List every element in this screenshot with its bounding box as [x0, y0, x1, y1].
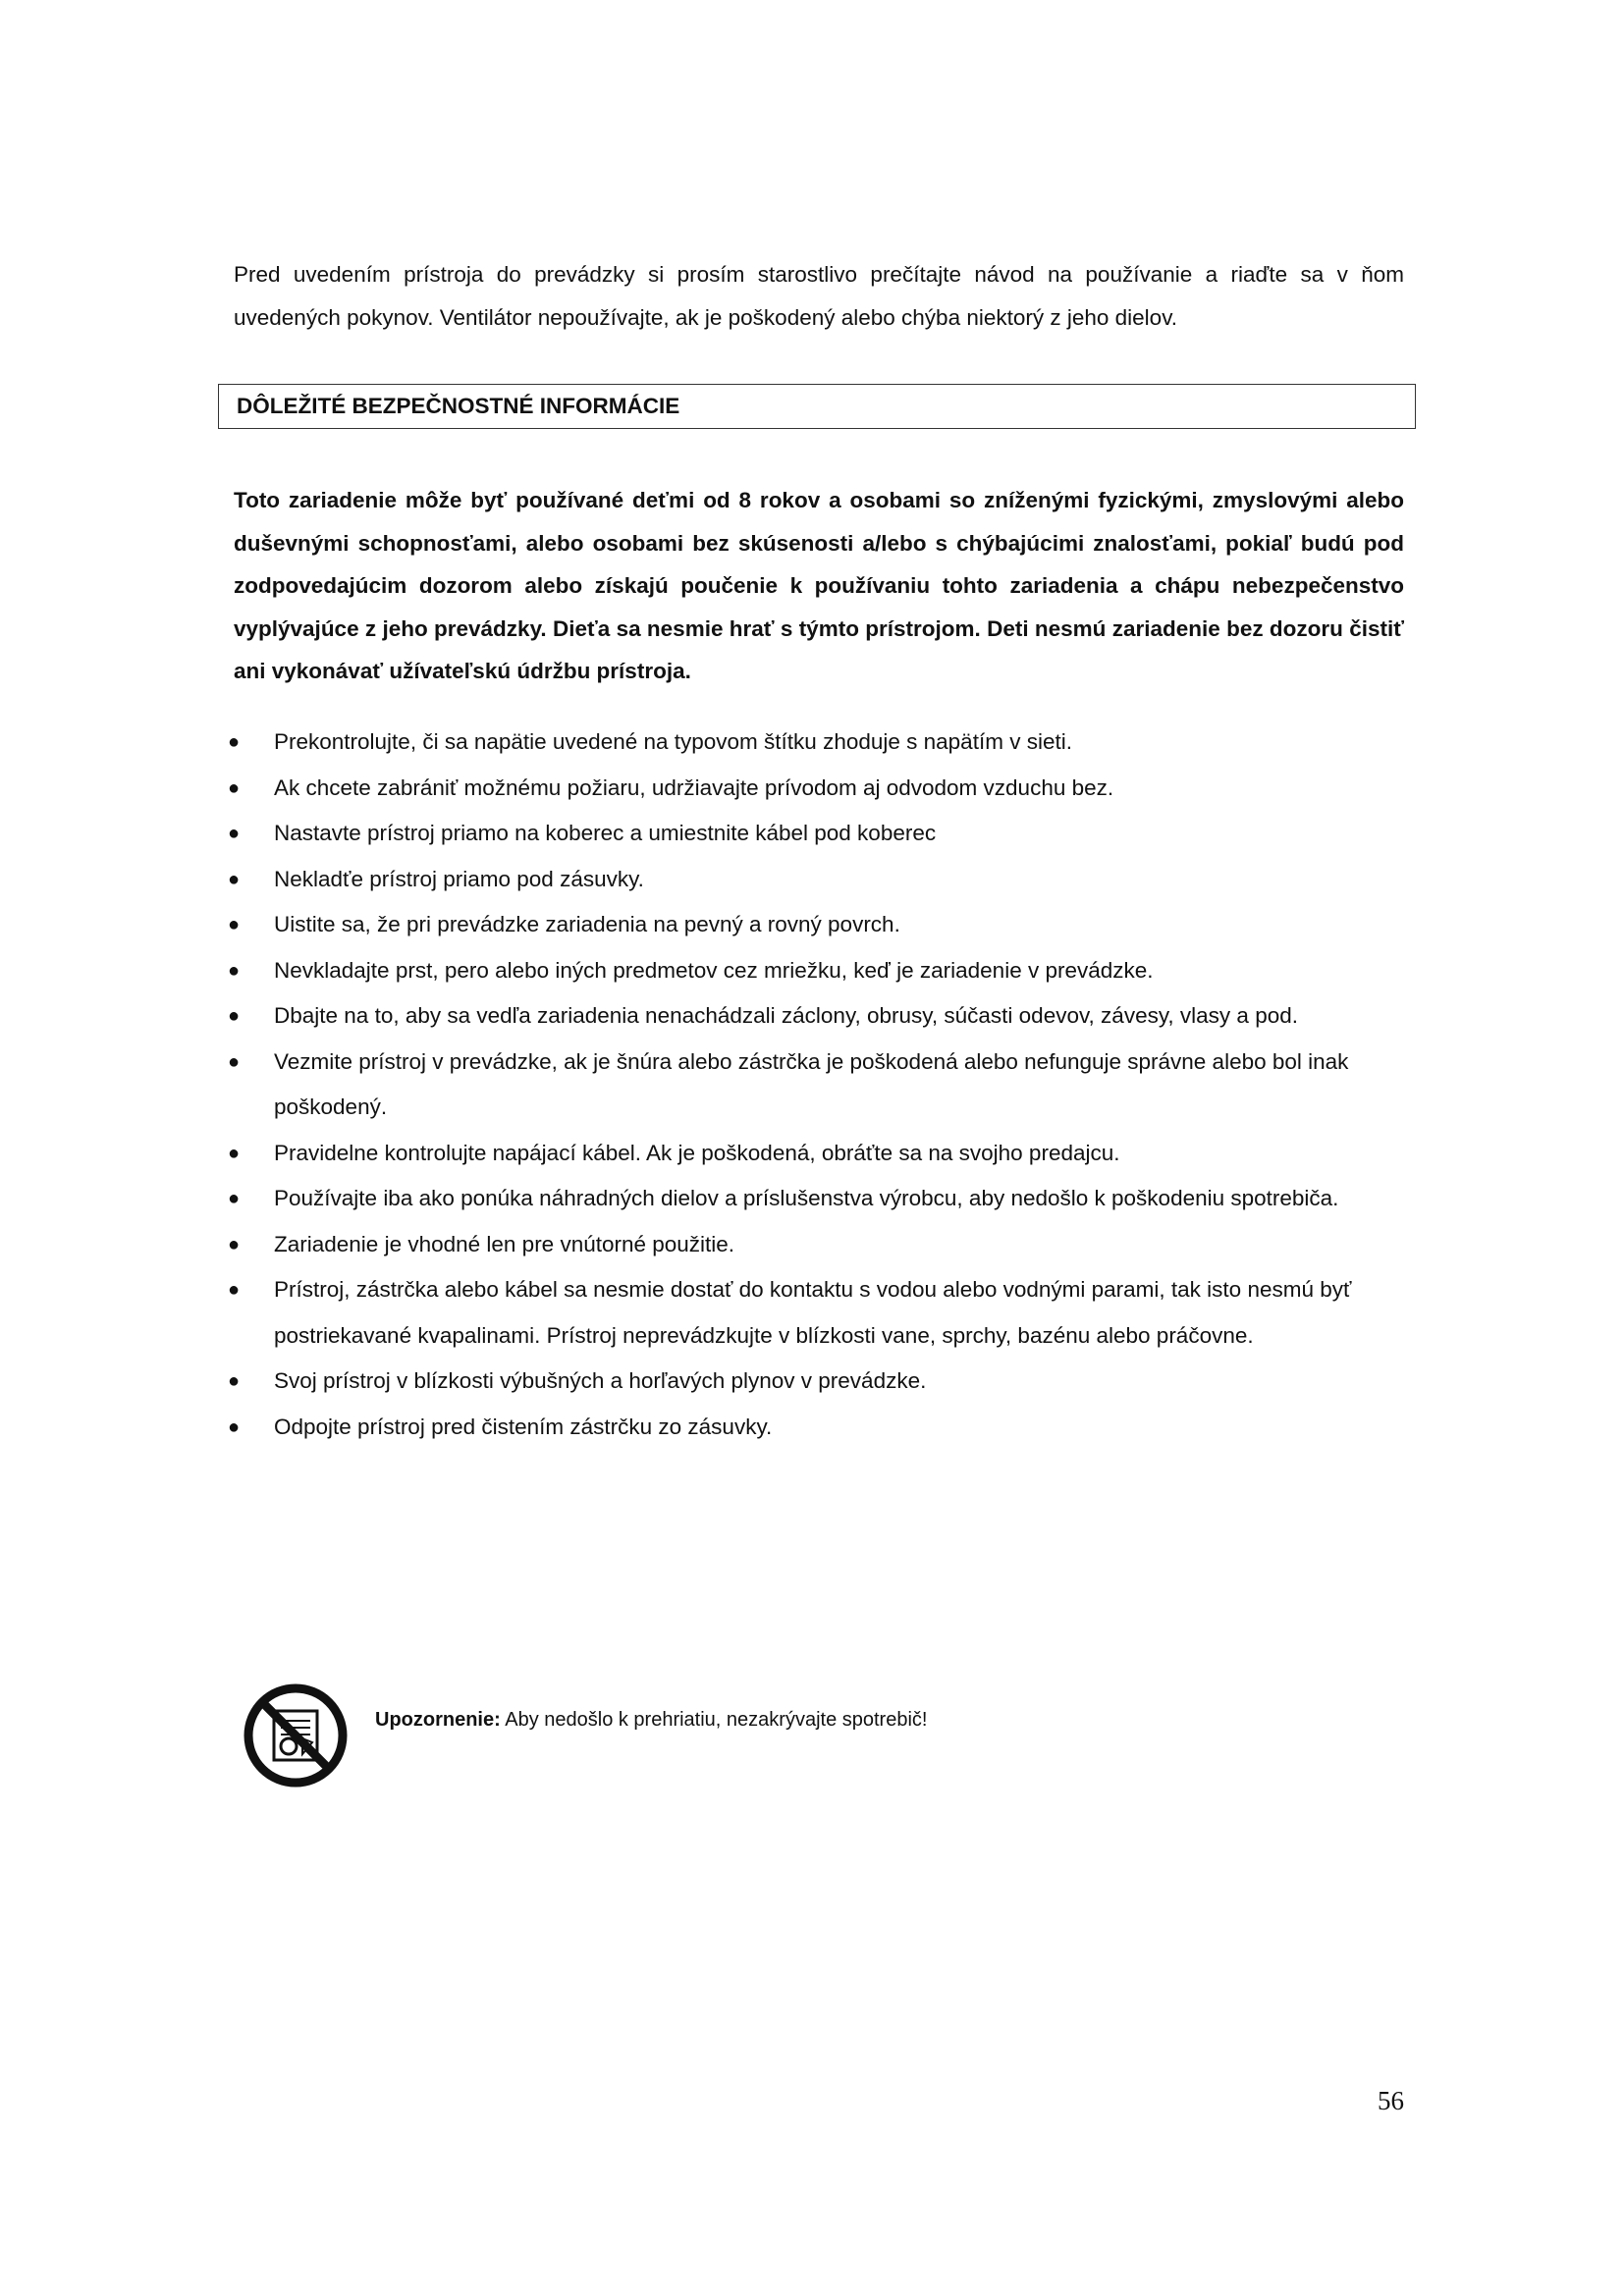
- section-header-box: [218, 384, 1416, 429]
- list-item: ● Uistite sa, že pri prevádzke zariadenia na pevný a rovný povrch.: [228, 902, 1406, 948]
- list-item: ● Nastavte prístroj priamo na koberec a umiestnite kábel pod koberec: [228, 811, 1406, 857]
- bullet-icon: ●: [228, 776, 241, 799]
- section-title: DÔLEŽITÉ BEZPEČNOSTNÉ INFORMÁCIE: [237, 394, 680, 418]
- bullet-icon: ●: [228, 1370, 241, 1392]
- safety-warning-text: Toto zariadenie môže byť používané deťmi od 8 rokov a osobami so zníženými fyzickými, zmyslovými alebo duševnými schopnosťami, alebo osobami bez skúsenosti a/lebo s chýbajúcimi znalosťami, pokiaľ budú pod zodpovedajúcim dozorom alebo získajú poučenie k používaniu tohto zariadenia a chápu nebezpečenstvo vyplývajúce z jeho prevádzky. Dieťa sa nesmie hrať s týmto prístrojom. Deti nesmú zariadenie bez dozoru čistiť ani vykonávať užívateľskú údržbu prístroja.: [234, 488, 1404, 683]
- bullet-icon: ●: [228, 1050, 241, 1073]
- safety-list: [228, 720, 1406, 1450]
- safety-warning-paragraph: [234, 479, 1404, 693]
- bullet-icon: ●: [228, 914, 241, 935]
- list-item: ● Pravidelne kontrolujte napájací kábel. Ak je poškodená, obráťte sa na svojho predajcu.: [228, 1131, 1406, 1177]
- bullet-icon: ●: [228, 1233, 241, 1255]
- notice-label: Upozornenie:: [375, 1709, 501, 1731]
- intro-text: Pred uvedením prístroja do prevádzky si prosím starostlivo prečítajte návod na používanie a riaďte sa v ňom uvedených pokynov. Ventilátor nepoužívajte, ak je poškodený alebo chýba niektorý z jeho dielov.: [234, 262, 1404, 330]
- list-item: ● Prístroj, zástrčka alebo kábel sa nesmie dostať do kontaktu s vodou alebo vodnými parami, tak isto nesmú byť postriekavané kvapalinami. Prístroj neprevádzkujte v blízkosti vane, sprchy, bazénu alebo práčovne.: [228, 1267, 1406, 1359]
- bullet-icon: ●: [228, 1188, 241, 1209]
- list-item: ● Používajte iba ako ponúka náhradných dielov a príslušenstva výrobcu, aby nedošlo k poškodeniu spotrebiča.: [228, 1176, 1406, 1222]
- bullet-icon: ●: [228, 1279, 241, 1301]
- do-not-cover-icon: [242, 1682, 350, 1789]
- bullet-icon: ●: [228, 959, 241, 982]
- list-item: ● Nevkladajte prst, pero alebo iných predmetov cez mriežku, keď je zariadenie v prevádzke.: [228, 948, 1406, 994]
- list-item: ● Dbajte na to, aby sa vedľa zariadenia nenachádzali záclony, obrusy, súčasti odevov, závesy, vlasy a pod.: [228, 993, 1406, 1040]
- list-item: ● Ak chcete zabrániť možnému požiaru, udržiavajte prívodom aj odvodom vzduchu bez.: [228, 766, 1406, 812]
- notice-message: Aby nedošlo k prehriatiu, nezakrývajte spotrebič!: [500, 1709, 928, 1731]
- intro-paragraph: [234, 253, 1404, 340]
- bullet-icon: ●: [228, 1005, 241, 1027]
- overheat-notice: [242, 1682, 1027, 1789]
- bullet-icon: ●: [228, 1142, 241, 1164]
- list-item: ● Nekladťe prístroj priamo pod zásuvky.: [228, 857, 1406, 903]
- list-item: ● Svoj prístroj v blízkosti výbušných a horľavých plynov v prevádzke.: [228, 1359, 1406, 1405]
- list-item: ● Prekontrolujte, či sa napätie uvedené na typovom štítku zhoduje s napätím v sieti.: [228, 720, 1406, 766]
- page-number: 56: [1378, 2086, 1404, 2115]
- list-item: ● Odpojte prístroj pred čistením zástrčku zo zásuvky.: [228, 1405, 1406, 1451]
- bullet-icon: ●: [228, 731, 241, 753]
- bullet-icon: ●: [228, 868, 241, 890]
- list-item: ● Vezmite prístroj v prevádzke, ak je šnúra alebo zástrčka je poškodená alebo nefunguje správne alebo bol inak poškodený.: [228, 1040, 1406, 1131]
- notice-text: [375, 1709, 927, 1732]
- bullet-icon: ●: [228, 823, 241, 844]
- bullet-icon: ●: [228, 1415, 241, 1438]
- list-item: ● Zariadenie je vhodné len pre vnútorné použitie.: [228, 1222, 1406, 1268]
